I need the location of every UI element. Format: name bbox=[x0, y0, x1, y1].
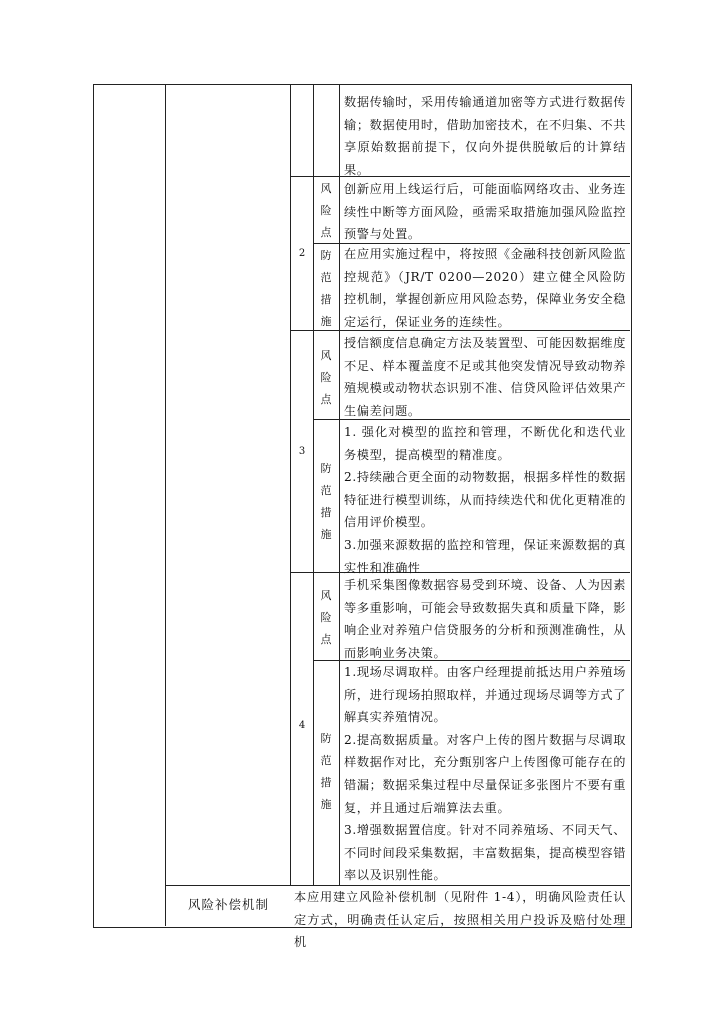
content-paragraph: 1.现场尽调取样。由客户经理提前抵达用户养殖场所，进行现场拍照取样，并通过现场尽调等方式了解真实养殖情况。 bbox=[344, 665, 626, 725]
prevention-label: 防范措施 bbox=[320, 732, 332, 811]
row3-prevention-content bbox=[344, 421, 626, 579]
row4-prevention-content bbox=[344, 661, 626, 887]
content-paragraph: 2.提高数据质量。对客户上传的图片数据与尽调取样数据作对比，充分甄别客户上传图像可能存在的错漏；数据采集过程中尽量保证多张图片不要有重复，并且通过后端算法去重。 bbox=[344, 732, 626, 815]
content-paragraph: 1. 强化对模型的监控和管理，不断优化和迭代业务模型，提高模型的精准度。 bbox=[344, 425, 626, 462]
content-paragraph: 手机采集图像数据容易受到环境、设备、人为因素等多重影响，可能会导致数据失真和质量下降，影响企业对养殖户信贷服务的分析和预测准确性，从而影响业务决策。 bbox=[344, 578, 626, 660]
col-divider bbox=[339, 85, 340, 885]
risk-point-label: 风险点 bbox=[320, 589, 332, 646]
risk-point-label: 风险点 bbox=[320, 349, 332, 406]
content-paragraph: 数据传输时，采用传输通道加密等方式进行数据传输；数据使用时，借助加密技术，在不归集、不共享原始数据前提下，仅向外提供脱敏后的计算结果。 bbox=[344, 95, 626, 177]
col-divider bbox=[290, 85, 291, 885]
content-paragraph: 授信额度信息确定方法及装置型、可能因数据维度不足、样本覆盖度不足或其他突发情况导致动物养殖规模或动物状态识别不准、信贷风险评估效果产生偏差问题。 bbox=[344, 336, 626, 418]
col-divider bbox=[313, 85, 314, 885]
row2-risk-content bbox=[344, 178, 626, 246]
content-paragraph: 2.持续融合更全面的动物数据，根据多样性的数据特征进行模型训练，从而持续迭代和优化更精准的信用评价模型。 bbox=[344, 470, 626, 530]
content-paragraph: 在应用实施过程中，将按照《金融科技创新风险监控规范》（JR/T 0200—2020）建立健全风险防控机制，掌握创新应用风险态势，保障业务安全稳定运行，保证业务的连续性。 bbox=[344, 247, 626, 329]
row1-content bbox=[344, 91, 626, 181]
row2-prevention-content bbox=[344, 243, 626, 333]
row3-risk-content bbox=[344, 332, 626, 422]
row-number: 2 bbox=[298, 248, 306, 259]
content-paragraph: 3.加强来源数据的监控和管理，保证来源数据的真实性和准确性 bbox=[344, 537, 626, 575]
risk-point-label: 风险点 bbox=[320, 182, 332, 239]
row-number: 3 bbox=[298, 446, 306, 457]
compensation-content bbox=[294, 886, 626, 954]
col-divider bbox=[165, 85, 166, 926]
compensation-label: 风险补偿机制 bbox=[188, 897, 270, 912]
content-paragraph: 本应用建立风险补偿机制（见附件 1-4），明确风险责任认定方式，明确责任认定后，按照相关用户投诉及赔付处理机 bbox=[294, 890, 626, 950]
prevention-label: 防范措施 bbox=[320, 462, 332, 541]
content-paragraph: 3.增强数据置信度。针对不同养殖场、不同天气、不同时间段采集数据，丰富数据集，提高模型容错率以及识别性能。 bbox=[344, 823, 626, 883]
prevention-label: 防范措施 bbox=[320, 249, 332, 328]
content-paragraph: 创新应用上线运行后，可能面临网络攻击、业务连续性中断等方面风险，亟需采取措施加强风险监控预警与处置。 bbox=[344, 182, 626, 242]
row-number: 4 bbox=[298, 720, 306, 731]
row4-risk-content bbox=[344, 574, 626, 664]
